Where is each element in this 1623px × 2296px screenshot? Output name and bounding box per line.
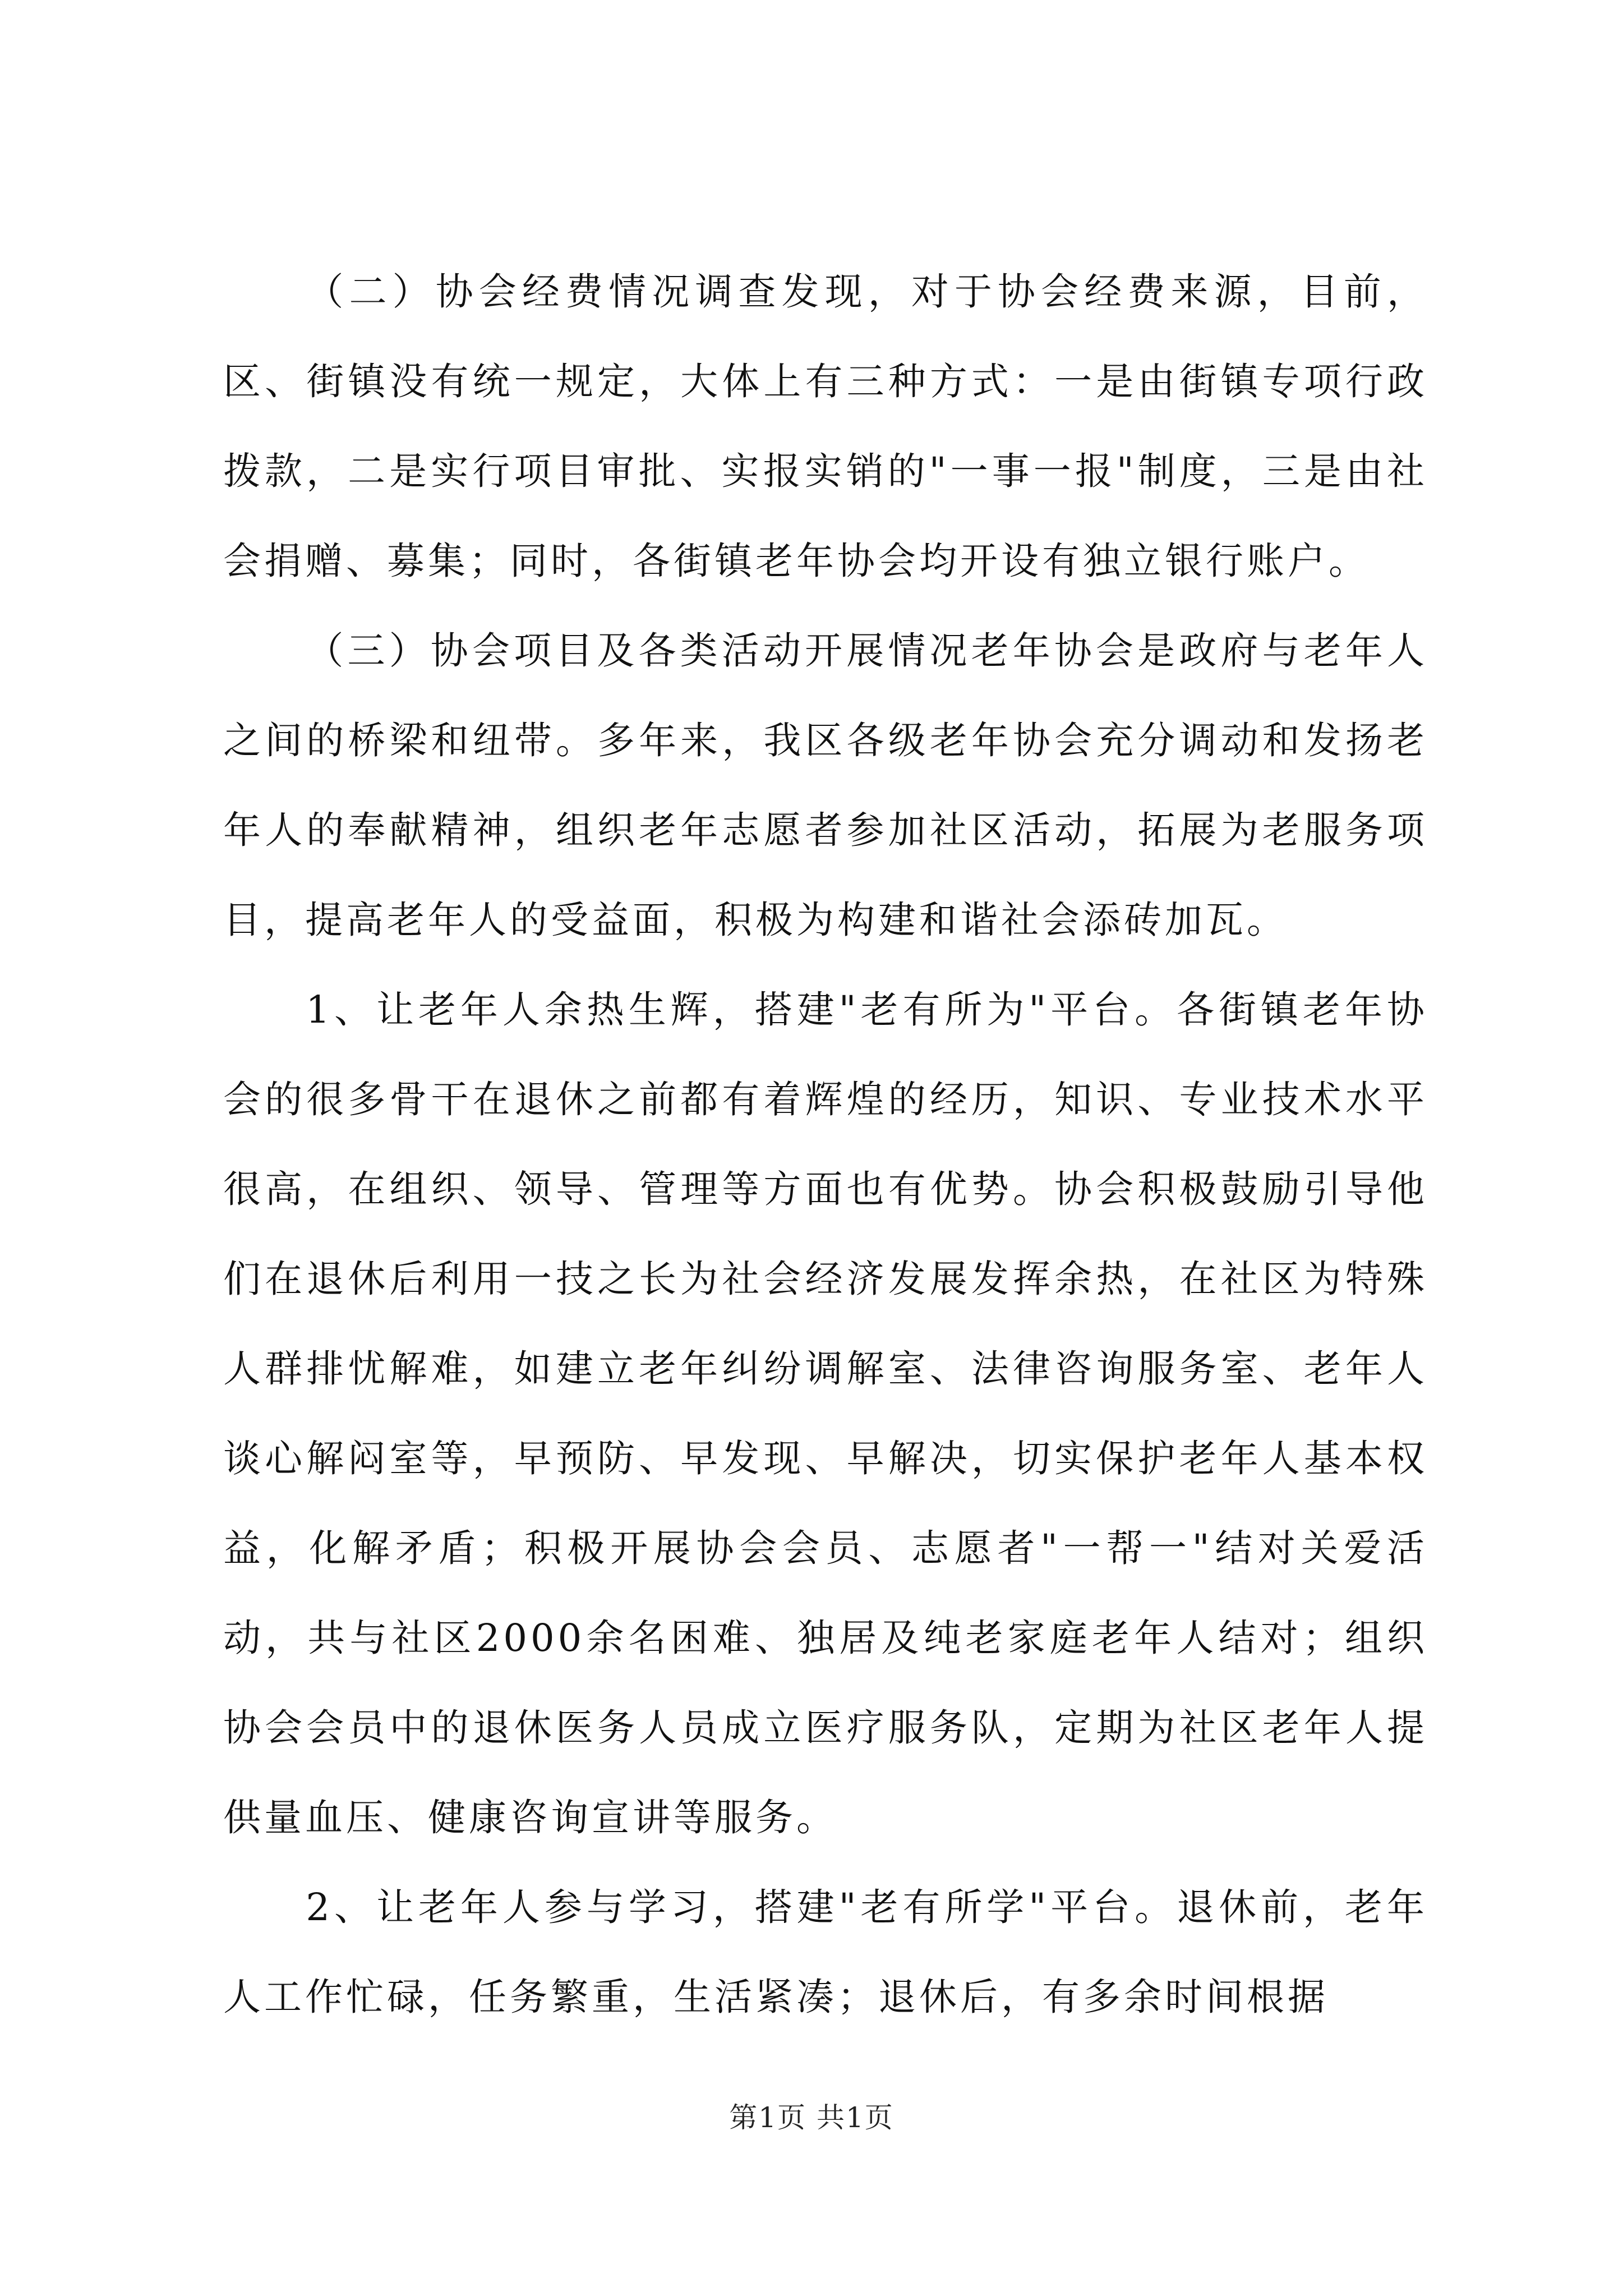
paragraph-learning-platform: 2、让老年人参与学习，搭建"老有所学"平台。退休前，老年人工作忙碌，任务繁重，生活紧凑；退休后，有多余时间根据 — [223, 1885, 1428, 2019]
document-body — [223, 247, 1428, 2042]
paragraph-projects: （三）协会项目及各类活动开展情况老年协会是政府与老年人之间的桥梁和纽带。多年来，我区各级老年协会充分调动和发扬老年人的奉献精神，组织老年志愿者参加社区活动，拓展为老服务项目，提高老年人的受益面，积极为构建和谐社会添砖加瓦。 — [223, 629, 1428, 942]
paragraph-funding: （二）协会经费情况调查发现，对于协会经费来源，目前，区、街镇没有统一规定，大体上有三种方式：一是由街镇专项行政拨款，二是实行项目审批、实报实销的"一事一报"制度，三是由社会捐赠、募集；同时，各街镇老年协会均开设有独立银行账户。 — [223, 270, 1428, 583]
paragraph-volunteer-platform: 1、让老年人余热生辉，搭建"老有所为"平台。各街镇老年协会的很多骨干在退休之前都有着辉煌的经历，知识、专业技术水平很高，在组织、领导、管理等方面也有优势。协会积极鼓励引导他们在退休后利用一技之长为社会经济发展发挥余热，在社区为特殊人群排忧解难，如建立老年纠纷调解室、法律咨询服务室、老年人谈心解闷室等，早预防、早发现、早解决，切实保护老年人基本权益，化解矛盾；积极开展协会会员、志愿者"一帮一"结对关爱活动，共与社区2000余名困难、独居及纯老家庭老年人结对；组织协会会员中的退休医务人员成立医疗服务队，定期为社区老年人提供量血压、健康咨询宣讲等服务。 — [223, 988, 1428, 1839]
page-footer: 第1页 共1页 — [729, 2101, 894, 2134]
